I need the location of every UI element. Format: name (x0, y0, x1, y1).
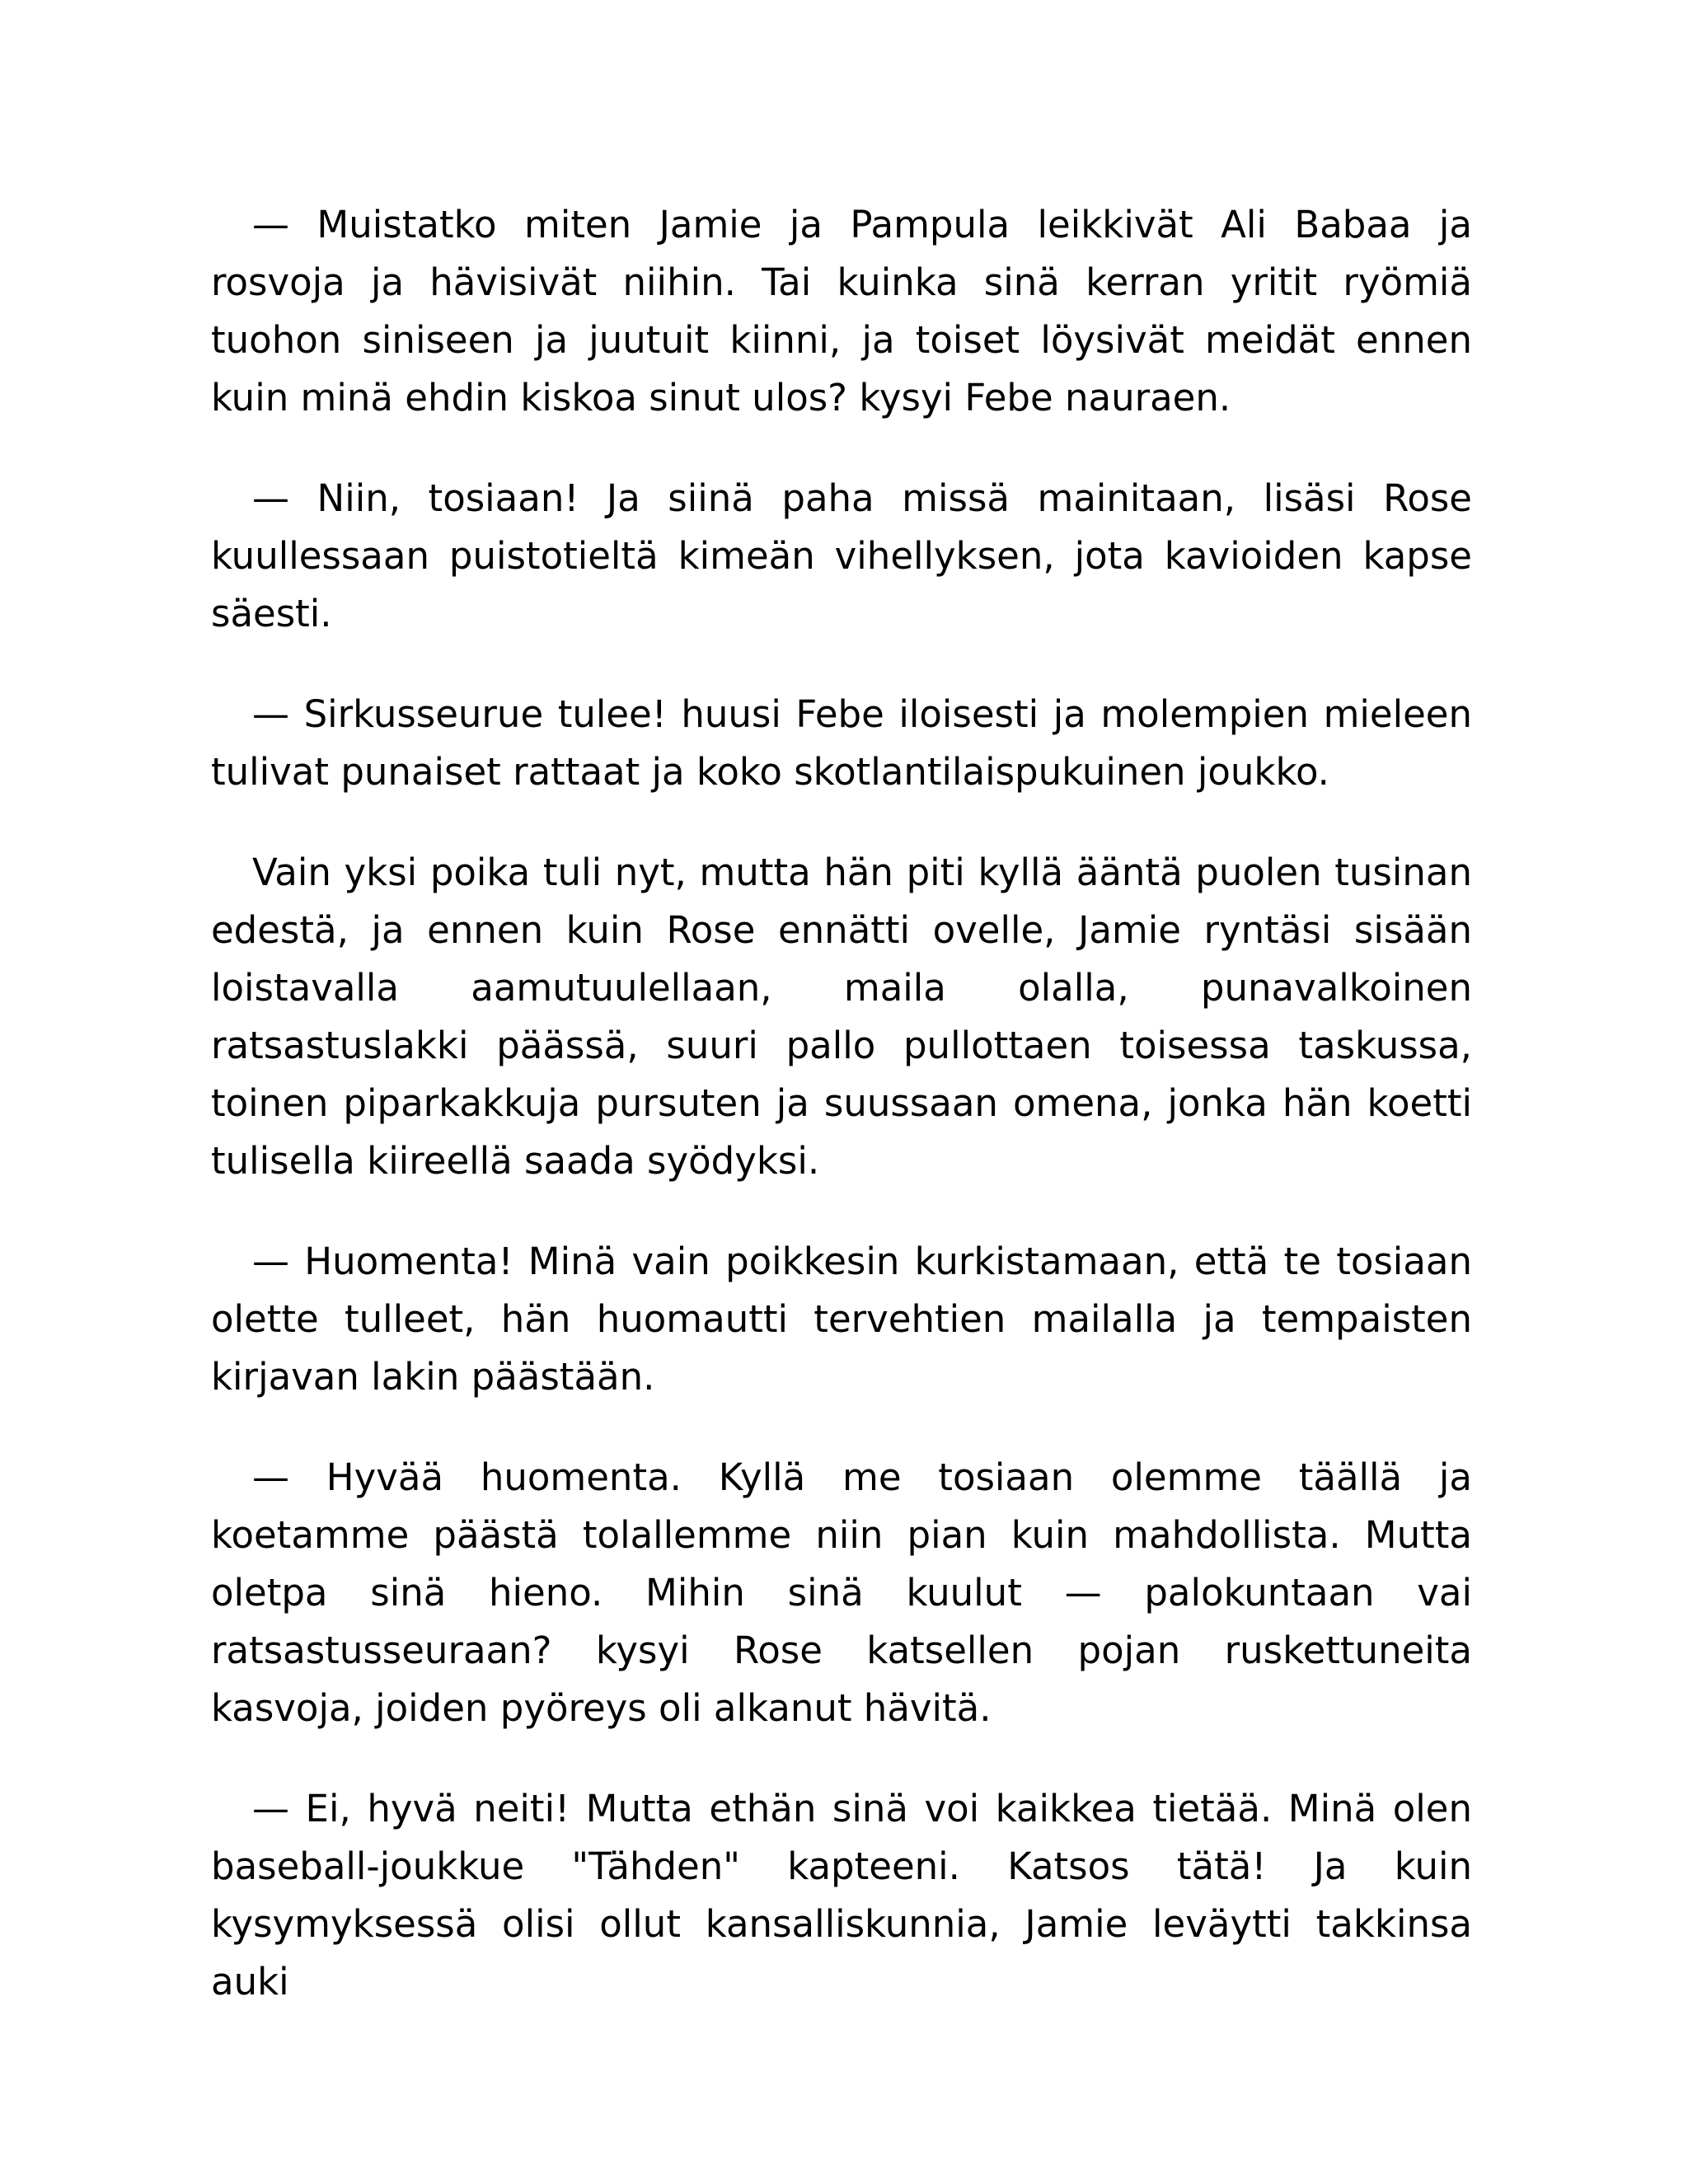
paragraph-3: — Sirkusseurue tulee! huusi Febe iloisesti ja molempien mieleen tulivat punaiset rattaat ja koko skotlantilaispukuinen joukko. (211, 692, 1472, 794)
body-text (211, 196, 1472, 2011)
paragraph-2: — Niin, tosiaan! Ja siinä paha missä mainitaan, lisäsi Rose kuullessaan puistotieltä kimeän vihellyksen, jota kavioiden kapse säesti. (211, 476, 1472, 635)
paragraph-1: — Muistatko miten Jamie ja Pampula leikkivät Ali Babaa ja rosvoja ja hävisivät niihin. Tai kuinka sinä kerran yritit ryömiä tuohon siniseen ja juutuit kiinni, ja toiset löysivät meidät ennen kuin minä ehdin kiskoa sinut ulos? kysyi Febe nauraen. (211, 203, 1472, 419)
paragraph-7: — Ei, hyvä neiti! Mutta ethän sinä voi kaikkea tietää. Minä olen baseball-joukkue "Tähden" kapteeni. Katsos tätä! Ja kuin kysymyksessä olisi ollut kansalliskunnia, Jamie leväytti takkinsa auki (211, 1787, 1472, 2004)
paragraph-6: — Hyvää huomenta. Kyllä me tosiaan olemme täällä ja koetamme päästä tolallemme niin pian kuin mahdollista. Mutta oletpa sinä hieno. Mihin sinä kuulut — palokuntaan vai ratsastusseuraan? kysyi Rose katsellen pojan ruskettuneita kasvoja, joiden pyöreys oli alkanut hävitä. (211, 1455, 1472, 1730)
paragraph-5: — Huomenta! Minä vain poikkesin kurkistamaan, että te tosiaan olette tulleet, hän huomautti tervehtien mailalla ja tempaisten kirjavan lakin päästään. (211, 1240, 1472, 1399)
paragraph-4: Vain yksi poika tuli nyt, mutta hän piti kyllä ääntä puolen tusinan edestä, ja ennen kuin Rose ennätti ovelle, Jamie ryntäsi sisään loistavalla aamutuulellaan, maila olalla, punavalkoinen ratsastuslakki päässä, suuri pallo pullottaen toisessa taskussa, toinen piparkakkuja pursuten ja suussaan omena, jonka hän koetti tulisella kiireellä saada syödyksi. (211, 851, 1472, 1183)
